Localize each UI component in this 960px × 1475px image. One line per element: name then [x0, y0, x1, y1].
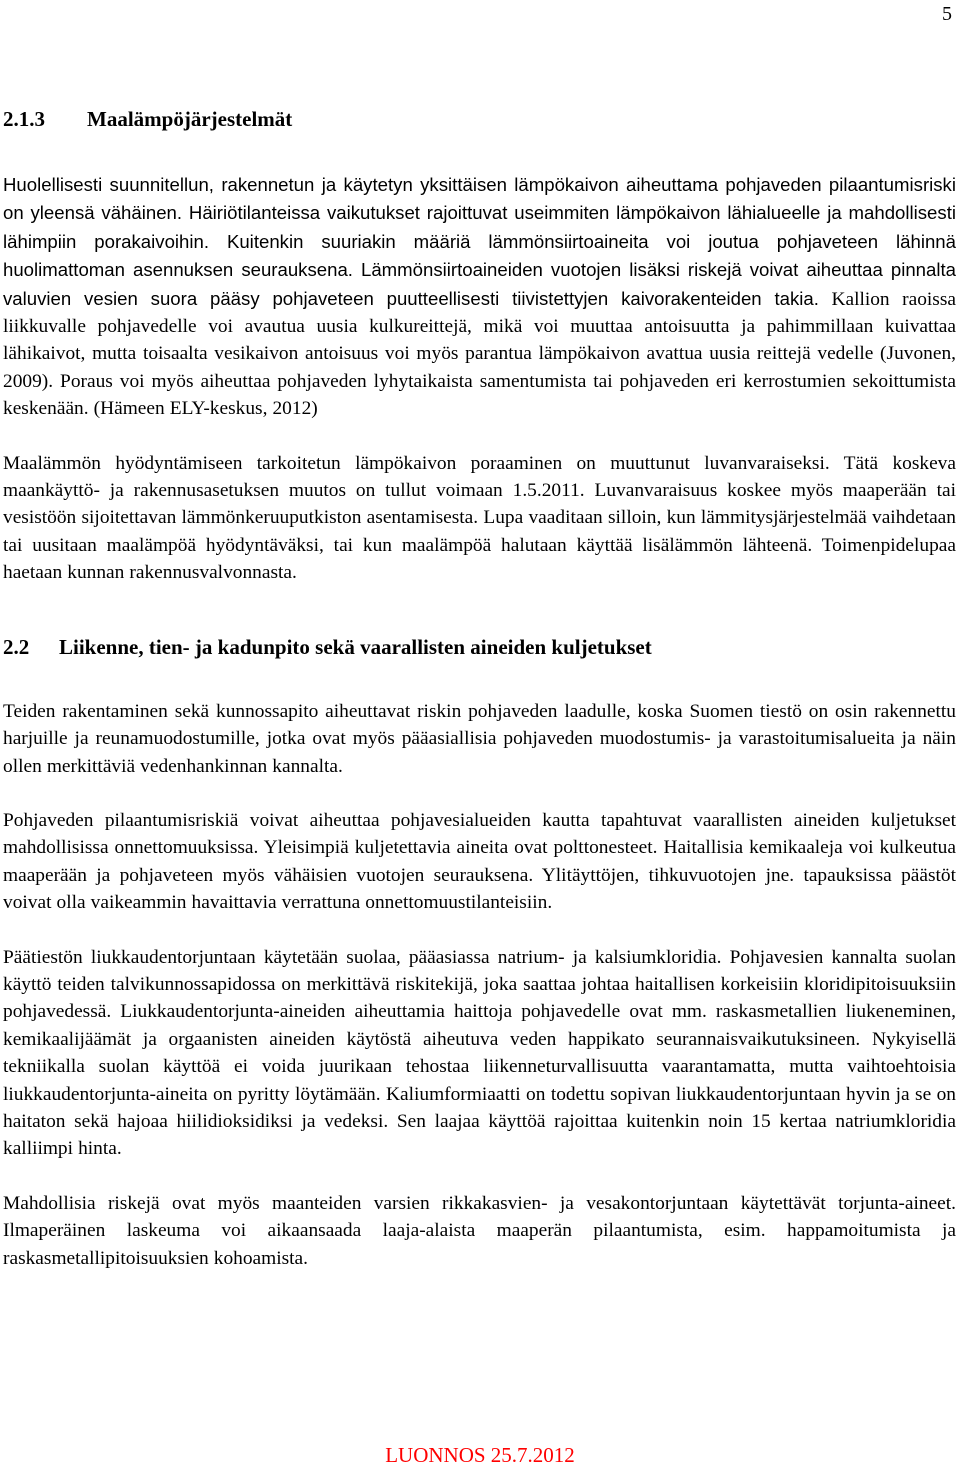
paragraph-herbicides: Mahdollisia riskejä ovat myös maanteiden varsien rikkakasvien- ja vesakontorjuntaan käytettävät torjunta-aineet. Ilmaperäinen laskeuma voi aikaansaada laaja-alaista maaperän pilaantumista, esim. happamoitumista ja raskasmetallipitoisuuksien kohoamista. [3, 1192, 956, 1269]
paragraph-road-construction: Teiden rakentaminen sekä kunnossapito aiheuttavat riskin pohjaveden laadulle, koska Suomen tiestö on osin rakennettu harjuille ja reunamuodostumille, jotka ovat myös pääasiallisia pohjaveden muodostumis- ja varastoitumisalueita ja näin ollen merkittäviä vedenhankinnan kannalta. [3, 700, 956, 777]
section-heading-2-1-3 [3, 104, 956, 134]
section-title: Maalämpöjärjestelmät [87, 107, 293, 131]
paragraph-serif-part: Kallion raoissa liikkuvalle pohjavedelle voi avautua uusia kulkureittejä, mikä voi muuttaa antoisuutta ja pahimmillaan kuivattaa lähikaivot, mutta toisaalta vesikaivon antoisuus voi myös parantua lämpökaivon avattua uusia reittejä vedelle (Juvonen, 2009). Poraus voi myös aiheuttaa pohjaveden lyhytaikaista samentumista tai pohjaveden eri kerrostumien sekoittumista keskenään. (Hämeen ELY-keskus, 2012) [3, 288, 956, 420]
paragraph-sans-part: Huolellisesti suunnitellun, rakennetun ja käytetyn yksittäisen lämpökaivon aiheuttama pohjaveden pilaantumisriski on yleensä vähäinen. Häiriötilanteissa vaikutukset rajoittuvat useimmiten lämpökaivon lähialueelle ja mahdollisesti lähimpiin porakaivoihin. Kuitenkin suuriakin määriä lämmönsiirtoaineita voi joutua pohjaveteen lähinnä huolimattoman asennuksen seurauksena. Lämmönsiirtoaineiden vuotojen lisäksi riskejä voivat aiheuttaa pinnalta valuvien vesien suora pääsy pohjaveteen puutteellisesti tiivistettyjen kaivorakenteiden takia. [3, 174, 956, 309]
draft-footer: LUONNOS 25.7.2012 [385, 1443, 575, 1467]
section-title: Liikenne, tien- ja kadunpito sekä vaarallisten aineiden kuljetukset [59, 634, 652, 659]
paragraph-geothermal-permit: Maalämmön hyödyntämiseen tarkoitetun lämpökaivon poraaminen on muuttunut luvanvaraiseksi. Tätä koskeva maankäyttö- ja rakennusasetuksen muutos on tullut voimaan 1.5.2011. Luvanvaraisuus koskee myös maaperään tai vesistöön sijoitettavan lämmönkeruuputkiston asentamisesta. Lupa vaaditaan silloin, kun lämmitysjärjestelmää vaihdetaan tai uusitaan maalämpöä hyödyntäväksi, tai kun maalämpöä halutaan käyttää lisälämmön lähteenä. Toimenpidelupaa haetaan kunnan rakennusvalvonnasta. [3, 452, 956, 584]
paragraph-geothermal-risks [3, 171, 956, 423]
paragraph-road-salt: Päätiestön liukkaudentorjuntaan käytetään suolaa, pääasiassa natrium- ja kalsiumkloridia. Pohjavesien kannalta suolan käyttö teiden talvikunnossapidossa on merkittävä riskitekijä, joka saattaa johtaa haitallisen korkeisiin kloridipitoisuuksiin pohjavedessä. Liukkaudentorjunta-aineiden aiheuttamia haittoja pohjavedelle ovat mm. raskasmetallien liukeneminen, kemikaalijäämät ja orgaanisten aineiden käytöstä aiheutuva veden happikato seurannaisvaikutuksineen. Nykyisellä tekniikalla suolan käyttöä ei voida juurikaan tehostaa liikenneturvallisuutta vaarantamatta, mutta vaihtoehtoisia liukkaudentorjunta-aineita on pyritty löytämään. Kaliumformiaatti on todettu sopivan liukkaudentorjuntaan hyvin ja se on haitaton sekä hajoaa hiilidioksidiksi ja vedeksi. Sen laajaa käyttöä rajoittaa kuitenkin noin 15 kertaa natriumkloridia kalliimpi hinta. [3, 946, 956, 1160]
paragraph-hazardous-transport: Pohjaveden pilaantumisriskiä voivat aiheuttaa pohjavesialueiden kautta tapahtuvat vaarallisten aineiden kuljetukset mahdollisissa onnettomuuksissa. Yleisimpiä kuljetettavia aineita ovat polttonesteet. Haitallisia kemikaaleja voi kulkeutua maaperään ja pohjaveteen myös vähäisien vuotojen seurauksena. Ylitäyttöjen, tihkuvuotojen jne. tapauksissa päästöt voivat olla vaikeammin havaittavia verrattuna onnettomuustilanteisiin. [3, 809, 956, 914]
document-body [3, 104, 956, 1272]
page-number: 5 [942, 3, 952, 25]
section-heading-2-2 [3, 632, 956, 662]
section-number: 2.1.3 [3, 107, 45, 131]
section-number: 2.2 [3, 634, 30, 659]
